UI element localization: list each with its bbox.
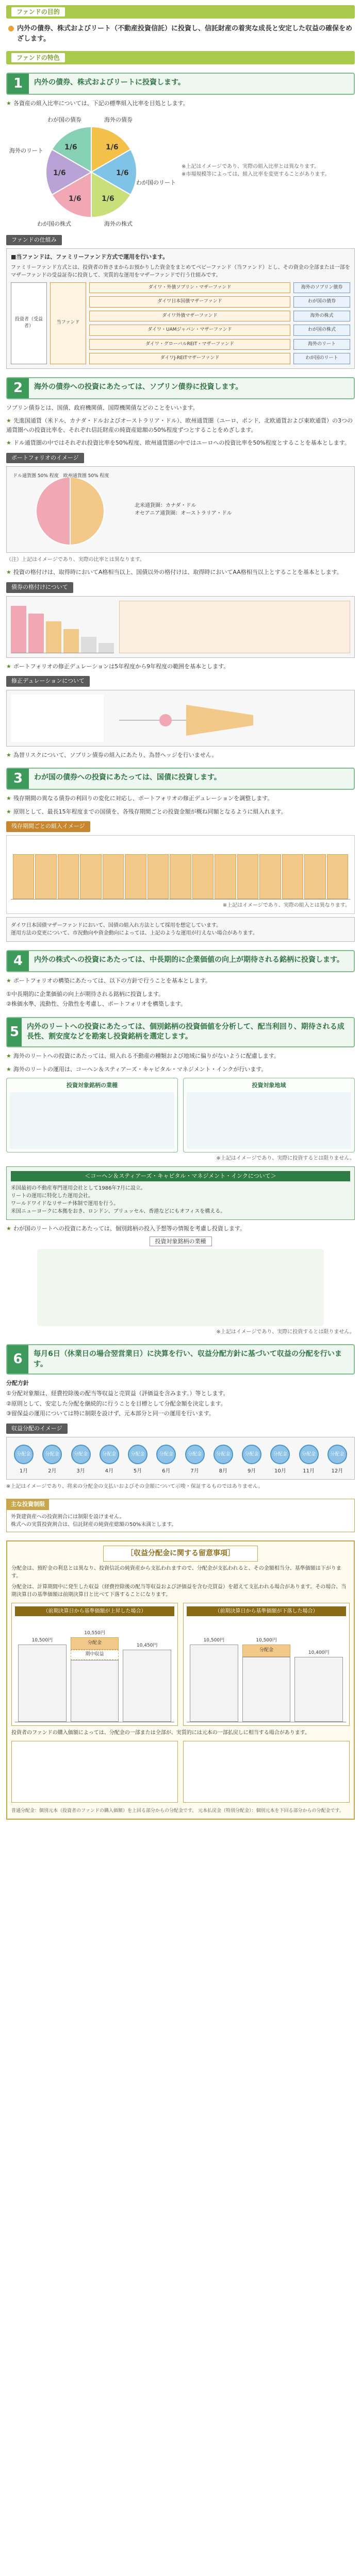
reit-panels bbox=[6, 1078, 355, 1153]
portfolio-legend: ドル通貨圏 50% 程度 欧州通貨圏 50% 程度 bbox=[13, 473, 109, 479]
fund-purpose-lead bbox=[8, 24, 353, 44]
pie-outer-label-domestic-bond: わが国の債券 bbox=[47, 116, 81, 123]
month-label: 5月 bbox=[133, 1468, 142, 1475]
case-fall-title: （前期決算日から基準価額が下落した場合） bbox=[187, 1606, 346, 1616]
reit-sector-panel bbox=[6, 1078, 178, 1153]
notice-cases bbox=[11, 1603, 350, 1726]
structure-box bbox=[6, 248, 355, 369]
feature-1-number: 1 bbox=[7, 74, 29, 94]
dist-image-tag: 収益分配のイメージ bbox=[6, 1423, 68, 1434]
star-icon: ★ bbox=[6, 100, 11, 107]
fund-features-header bbox=[6, 51, 355, 64]
star-icon: ★ bbox=[6, 417, 11, 425]
maturity-tag: 残存期間ごとの組入イメージ bbox=[6, 821, 90, 832]
distribution-notice bbox=[6, 1540, 355, 1820]
maturity-chart bbox=[6, 835, 355, 914]
principal-diagram-b bbox=[183, 1741, 350, 1803]
bar-value: 10,500円 bbox=[203, 1638, 225, 1643]
feature-6-number: 6 bbox=[7, 1345, 28, 1374]
maturity-note: ※上記はイメージであり、実際の組入とは異なります。 bbox=[222, 902, 350, 908]
bar-gain: 期中収益 bbox=[71, 1650, 119, 1660]
feature-6-title: 毎月6日（休業日の場合翌営業日）に決算を行い、収益分配方針に基づいて収益の分配を行います。 bbox=[34, 1350, 342, 1368]
coin-icon: 分配金 bbox=[214, 1445, 233, 1464]
pie-outer-label-foreign-reit: 海外のリート bbox=[9, 147, 43, 154]
bar-base bbox=[71, 1660, 119, 1722]
month-label: 9月 bbox=[247, 1468, 256, 1475]
case-fall bbox=[183, 1603, 350, 1726]
coin-icon: 分配金 bbox=[327, 1445, 347, 1464]
notice-p1: 分配金は、預貯金の利息とは異なり、投資信託の純資産から支払われますので、分配金が支払われると、その金額相当分、基準価額は下がります。 bbox=[11, 1565, 341, 1579]
portfolio-box bbox=[6, 466, 355, 553]
dist-policy-3: ③留保益の運用については特に制限を設けず、元本部分と同一の運用を行います。 bbox=[6, 1410, 215, 1417]
reit-sector-illustration bbox=[10, 1092, 174, 1149]
maturity-bar bbox=[147, 854, 169, 899]
maturity-bar bbox=[192, 854, 214, 899]
feature-3 bbox=[6, 768, 355, 942]
investment-restrictions bbox=[6, 1499, 355, 1532]
maturity-bar bbox=[125, 854, 146, 899]
coin-icon: 分配金 bbox=[100, 1445, 119, 1464]
bar-base bbox=[242, 1657, 291, 1722]
coin-icon: 分配金 bbox=[128, 1445, 147, 1464]
jreit-tag: 投資対象銘柄の業種 bbox=[150, 1236, 212, 1246]
month-label: 4月 bbox=[105, 1468, 113, 1475]
structure-diagram bbox=[11, 282, 350, 364]
dist-policy-sub: 分配方針 bbox=[6, 1380, 29, 1387]
coin-icon: 分配金 bbox=[185, 1445, 205, 1464]
maturity-bar bbox=[304, 854, 325, 899]
duration-point bbox=[159, 714, 172, 726]
restriction-1: 外貨建資産への投資割合には制限を設けません。 bbox=[11, 1514, 125, 1520]
restrictions-body bbox=[7, 1510, 354, 1532]
feature-4-number: 4 bbox=[7, 951, 29, 971]
duration-text-area bbox=[11, 694, 104, 742]
feature-2 bbox=[6, 377, 355, 760]
asset-1: 海外のソブリン債券 bbox=[293, 282, 350, 294]
month-label: 11月 bbox=[303, 1468, 315, 1475]
feature-2-title: 海外の債券への投資にあたっては、ソブリン債券に投資します。 bbox=[34, 382, 243, 391]
feature-2-intro: ソブリン債券とは、国債、政府機関債、国際機関債などのことをいいます。 bbox=[6, 404, 199, 411]
feature-3-title: わが国の債券への投資にあたっては、国債に投資します。 bbox=[34, 773, 221, 782]
star-icon: ★ bbox=[6, 795, 11, 802]
mother-fund-6: ダイワJ-REITマザーファンド bbox=[89, 353, 290, 364]
star-icon: ★ bbox=[6, 977, 11, 984]
structure-desc: ファミリーファンド方式とは、投資者の皆さまからお預かりした資金をまとめてベビーファンド（当ファンド）とし、その資金の全部または一部をマザーファンドの受益証券に投資して、実質的な運用をマザーファンドで行う仕組みです。 bbox=[11, 264, 350, 278]
case-rise-bar-prev bbox=[18, 1619, 67, 1722]
reit-region-panel bbox=[183, 1078, 355, 1153]
jreit-illustration bbox=[37, 1249, 324, 1326]
bar-dividend: 分配金 bbox=[242, 1645, 291, 1657]
maturity-bar bbox=[327, 854, 348, 899]
mother-fund-2: ダイワ日本国債マザーファンド bbox=[89, 296, 290, 308]
notice-title: ［収益分配金に関する留意事項］ bbox=[103, 1546, 258, 1562]
maturity-bar bbox=[13, 854, 34, 899]
fund-box: 当ファンド bbox=[50, 282, 86, 364]
slice-label-5: 1/6 bbox=[53, 168, 66, 177]
dist-note: ※上記はイメージであり、将来の分配金の支払いおよびその金額について示唆・保証するものではありません。 bbox=[6, 1484, 264, 1490]
feature-4 bbox=[6, 950, 355, 1009]
portfolio-pie bbox=[11, 471, 129, 548]
notice-footnote: 普通分配金：個別元本（投資者のファンドの購入価額）を上回る部分からの分配金です。 元本払戻金（特別分配金）：個別元本を下回る部分からの分配金です。 bbox=[11, 1808, 344, 1814]
notice-p2: 分配金は、計算期間中に発生した収益（経費控除後の配当等収益および評価益を含む売買益）を超えて支払われる場合があります。その場合、当期決算日の基準価額は前期決算日と比べて下落することになります。 bbox=[11, 1584, 347, 1598]
bar-base bbox=[123, 1650, 171, 1722]
feature-2-number: 2 bbox=[7, 378, 29, 398]
feature-1 bbox=[6, 73, 355, 369]
bar-dividend: 分配金 bbox=[71, 1637, 119, 1650]
jreit-note: ※上記はイメージであり、実際に投資するとは限りません。 bbox=[216, 1329, 355, 1335]
maturity-bar bbox=[237, 854, 258, 899]
portfolio-slice-dollar bbox=[70, 477, 104, 545]
month-label: 12月 bbox=[331, 1468, 343, 1475]
pie-outer-label-domestic-reit: わが国のリート bbox=[136, 179, 176, 186]
feature-5-p2: ★ 海外のリートの運用は、コーヘン＆スティアーズ・キャピタル・マネジメント・インクが行います。 bbox=[6, 1065, 267, 1073]
principal-diagram-a bbox=[11, 1741, 178, 1803]
rating-bar bbox=[46, 621, 61, 653]
bar-base bbox=[294, 1657, 343, 1722]
month-label: 10月 bbox=[274, 1468, 286, 1475]
feature-2-p3: ★ 投資の格付けは、取得時においてA格相当以上、国債以外の格付けは、取得時においてAA格相当以上とすることを基本とします。 bbox=[6, 569, 342, 576]
coin-icon: 分配金 bbox=[14, 1445, 34, 1464]
feature-3-p1: ★ 残存期間の異なる債券の利回りの変化に対応し、ポートフォリオの修正デュレーションを調整します。 bbox=[6, 795, 273, 802]
investor-box: 投資者（受益者） bbox=[11, 282, 47, 364]
slice-label-4: 1/6 bbox=[69, 194, 81, 203]
coin-icon: 分配金 bbox=[42, 1445, 62, 1464]
feature-4-head bbox=[6, 950, 355, 972]
jreit-tag-wrap bbox=[6, 1236, 355, 1246]
rating-tag: 債券の格付けについて bbox=[6, 582, 73, 593]
feature-5-head bbox=[6, 1017, 355, 1047]
feature-2-p2: ★ ドル通貨圏の中ではそれぞれ投資比率を50%程度、欧州通貨圏の中ではユーロへの投資比率を50%程度とすることを基本とします。 bbox=[6, 439, 350, 447]
feature-5-p1: ★ 海外のリートへの投資にあたっては、組入れる不動産の種類および地域に偏りがないように配慮します。 bbox=[6, 1052, 280, 1059]
manager-info bbox=[6, 1166, 355, 1221]
portfolio-tag: ポートフォリオのイメージ bbox=[6, 453, 84, 464]
pie-note: ※上記はイメージであり、実際の組入比率とは異なります。 ※市場規模等によっては、組入比率を変更することがあります。 bbox=[182, 163, 330, 177]
duration-tag: 修正デュレーションについて bbox=[6, 676, 90, 687]
feature-1-title: 内外の債券、株式およびリートに投資します。 bbox=[34, 78, 185, 87]
feature-4-p1: ★ ポートフォリオの構築にあたっては、以下の方針で行うことを基本とします。 bbox=[6, 977, 211, 984]
pie-outer-label-foreign-bond: 海外の債券 bbox=[104, 116, 133, 123]
allocation-pie bbox=[6, 111, 176, 230]
portfolio-slice-euro bbox=[36, 477, 70, 545]
manager-info-title: ＜コーヘン＆スティアーズ・キャピタル・マネジメント・インクについて＞ bbox=[11, 1171, 350, 1182]
feature-4-item-2: ②株価水準、流動性、分散性を考慮し、ポートフォリオを構築します。 bbox=[6, 1001, 186, 1008]
feature-5-p3: ★ わが国のリートへの投資にあたっては、個別銘柄の投入予想等の情報を考慮し投資します。 bbox=[6, 1225, 245, 1232]
rating-bar bbox=[63, 629, 79, 652]
mother-fund-1: ダイワ・外債ソブリン・マザーファンド bbox=[89, 282, 290, 294]
star-icon: ★ bbox=[6, 569, 11, 576]
feature-6 bbox=[6, 1344, 355, 1490]
maturity-box: ダイワ日本国債マザーファンドにおいて、国債の組入れ方法として採用を想定しています。 運用方法の変更について、市況動向や資金動向によっては、上記のような運用が行えない場合があります。 bbox=[6, 917, 355, 942]
maturity-bar bbox=[103, 854, 124, 899]
portfolio-desc: 北米通貨圏：カナダ・ドル オセアニア通貨圏：オーストラリア・ドル bbox=[135, 503, 232, 517]
case-fall-bar-mid bbox=[242, 1619, 291, 1722]
rating-note-box bbox=[119, 601, 350, 653]
bar-value: 10,500円 bbox=[256, 1638, 277, 1643]
case-fall-bar-after bbox=[294, 1619, 343, 1722]
case-fall-bar-prev bbox=[190, 1619, 238, 1722]
restrictions-tag: 主な投資制限 bbox=[7, 1499, 49, 1510]
maturity-bar bbox=[215, 854, 236, 899]
star-icon: ★ bbox=[6, 1065, 11, 1073]
bar-value: 10,400円 bbox=[308, 1650, 330, 1656]
feature-4-title: 内外の株式への投資にあたっては、中長期的に企業価値の向上が期待される銘柄に投資します。 bbox=[34, 955, 344, 964]
feature-1-note: ★ 各資産の組入比率については、下記の標準組入比率を目処とします。 bbox=[6, 100, 189, 107]
reit-region-map bbox=[187, 1092, 351, 1149]
dist-months bbox=[11, 1467, 350, 1475]
asset-6: わが国のリート bbox=[293, 353, 350, 364]
maturity-bar bbox=[170, 854, 191, 899]
feature-2-p1: ★ 先進国通貨（米ドル、カナダ・ドルおよびオーストラリア・ドル）、欧州通貨圏（ユーロ、ポンド、北欧通貨および東欧通貨）の3つの通貨圏への投資比率を、それぞれ信託財産の純資産総額の50%程度ずつとすることをめざします。 bbox=[6, 417, 353, 433]
case-rise bbox=[11, 1603, 178, 1726]
asset-2: わが国の債券 bbox=[293, 296, 350, 308]
reit-panel-note: ※上記はイメージであり、実際に投資するとは限りません。 bbox=[216, 1155, 355, 1161]
structure-tag: ファンドの仕組み bbox=[6, 235, 62, 246]
rating-bar bbox=[28, 614, 44, 653]
principal-diagram bbox=[11, 1741, 350, 1803]
coin-icon: 分配金 bbox=[156, 1445, 176, 1464]
notice-p3: 投資者のファンドの購入価額によっては、分配金の一部または全部が、実質的には元本の一部払戻しに相当する場合があります。 bbox=[11, 1730, 310, 1736]
rating-chart bbox=[11, 601, 114, 653]
slice-label-3: 1/6 bbox=[102, 194, 114, 203]
case-rise-bar-mid bbox=[71, 1619, 119, 1722]
slice-label-2: 1/6 bbox=[116, 168, 129, 177]
feature-2-p5: ★ 為替リスクについて、ソブリン債券の組入にあたり、為替ヘッジを行いません。 bbox=[6, 751, 218, 758]
bar-value: 10,550円 bbox=[84, 1631, 105, 1636]
bar-base bbox=[18, 1645, 67, 1722]
feature-5-title: 内外のリートへの投資にあたっては、個別銘柄の投資価値を分析して、配当利回り、期待される成長性、割安度などを勘案し投資銘柄を選定します。 bbox=[26, 1022, 344, 1041]
pie-outer-label-foreign-stock: 海外の株式 bbox=[104, 220, 133, 227]
feature-4-item-1: ①中長期的に企業価値の向上が期待される銘柄に投資します。 bbox=[6, 990, 164, 997]
coin-icon: 分配金 bbox=[270, 1445, 290, 1464]
feature-5 bbox=[6, 1017, 355, 1336]
bar-base bbox=[190, 1645, 238, 1722]
feature-1-head bbox=[6, 73, 355, 95]
mother-fund-3: ダイワ外債マザーファンド bbox=[89, 311, 290, 322]
dist-policy-1: ①分配対象額は、経費控除後の配当等収益と売買益（評価益を含みます。）等とします。 bbox=[6, 1389, 229, 1397]
duration-box bbox=[6, 690, 355, 747]
reit-sector-title: 投資対象銘柄の業種 bbox=[67, 1082, 118, 1089]
maturity-bars bbox=[11, 843, 350, 900]
maturity-bar bbox=[282, 854, 303, 899]
feature-3-number: 3 bbox=[7, 769, 29, 789]
case-rise-title: （前期決算日から基準価額が上昇した場合） bbox=[15, 1606, 174, 1616]
asset-4: わが国の株式 bbox=[293, 325, 350, 336]
pie-outer-label-domestic-stock: わが国の株式 bbox=[37, 220, 71, 227]
structure-head: ■当ファンドは、ファミリーファンド方式で運用を行います。 bbox=[11, 253, 169, 261]
coin-icon: 分配金 bbox=[71, 1445, 91, 1464]
coin-icon: 分配金 bbox=[242, 1445, 261, 1464]
asset-5: 海外のリート bbox=[293, 339, 350, 350]
portfolio-note: （注）上記はイメージであり、実際の比率とは異なります。 bbox=[6, 557, 145, 563]
rating-bar bbox=[11, 606, 26, 653]
star-icon: ★ bbox=[6, 1052, 11, 1059]
feature-5-number: 5 bbox=[7, 1018, 22, 1046]
month-label: 6月 bbox=[162, 1468, 171, 1475]
bar-value: 10,450円 bbox=[136, 1643, 158, 1649]
star-icon: ★ bbox=[6, 663, 11, 670]
rating-bar bbox=[81, 637, 96, 652]
case-rise-bar-after bbox=[123, 1619, 171, 1722]
pie-svg bbox=[6, 111, 176, 230]
dist-image-box bbox=[6, 1437, 355, 1480]
star-icon: ★ bbox=[6, 1225, 11, 1232]
fund-features-tag: ファンドの特色 bbox=[11, 53, 65, 62]
maturity-bar bbox=[58, 854, 79, 899]
star-icon: ★ bbox=[6, 751, 11, 758]
month-label: 2月 bbox=[48, 1468, 57, 1475]
duration-diagram bbox=[109, 694, 264, 743]
month-label: 7月 bbox=[190, 1468, 199, 1475]
mother-fund-4: ダイワ・UAMジャパン・マザーファンド bbox=[89, 325, 290, 336]
slice-label-6: 1/6 bbox=[64, 143, 77, 151]
bar-value: 10,500円 bbox=[31, 1638, 53, 1643]
star-icon: ★ bbox=[6, 808, 11, 815]
maturity-bar bbox=[80, 854, 101, 899]
fund-purpose-tag: ファンドの目的 bbox=[11, 7, 65, 16]
slice-label-1: 1/6 bbox=[106, 143, 119, 151]
manager-info-text: 米国最初の不動産専門運用会社として1986年7月に設立。 リートの運用に特化した運用会社。 ワールドワイドなリサーチ体制で運用を行う。 米国ニューヨークに本拠をおき、ロンドン、ブリュッセル、香港などにもオフィスを構える。 bbox=[11, 1185, 226, 1215]
case-fall-bars bbox=[187, 1619, 346, 1722]
rating-bar bbox=[99, 643, 114, 652]
fund-purpose-header bbox=[6, 5, 355, 19]
feature-6-head bbox=[6, 1344, 355, 1375]
restriction-2: 株式への実質投資割合は、信託財産の純資産総額の50%未満とします。 bbox=[11, 1521, 177, 1528]
dist-coins bbox=[11, 1445, 350, 1464]
asset-3: 海外の株式 bbox=[293, 311, 350, 322]
month-label: 3月 bbox=[76, 1468, 85, 1475]
feature-2-p4: ★ ポートフォリオの修正デュレーションは5年程度から9年程度の範囲を基本とします。 bbox=[6, 663, 229, 670]
month-label: 8月 bbox=[219, 1468, 228, 1475]
bullet-dot-icon bbox=[8, 26, 14, 31]
mother-fund-5: ダイワ・グローバルREIT・マザーファンド bbox=[89, 339, 290, 350]
fund-purpose-text: 内外の債券、株式およびリート（不動産投資信託）に投資し、信託財産の着実な成長と安定した収益の確保をめざします。 bbox=[17, 25, 353, 43]
dist-policy-2: ②原則として、安定した分配を継続的に行うことを目標として分配金額を決定します。 bbox=[6, 1400, 226, 1407]
rating-box bbox=[6, 596, 355, 658]
case-rise-bars bbox=[15, 1619, 174, 1722]
star-icon: ★ bbox=[6, 439, 11, 447]
feature-2-head bbox=[6, 377, 355, 399]
maturity-bar bbox=[259, 854, 281, 899]
coin-icon: 分配金 bbox=[299, 1445, 319, 1464]
maturity-bar bbox=[35, 854, 56, 899]
feature-3-p2: ★ 原則として、最長15年程度までの国債を、各残存期間ごとの投資金額が概ね同額となるように組入れます。 bbox=[6, 808, 287, 815]
reit-region-title: 投資対象地域 bbox=[252, 1082, 286, 1089]
month-label: 1月 bbox=[19, 1468, 28, 1475]
allocation-pie-area bbox=[6, 111, 355, 230]
feature-3-head bbox=[6, 768, 355, 790]
duration-wedge bbox=[186, 705, 253, 736]
